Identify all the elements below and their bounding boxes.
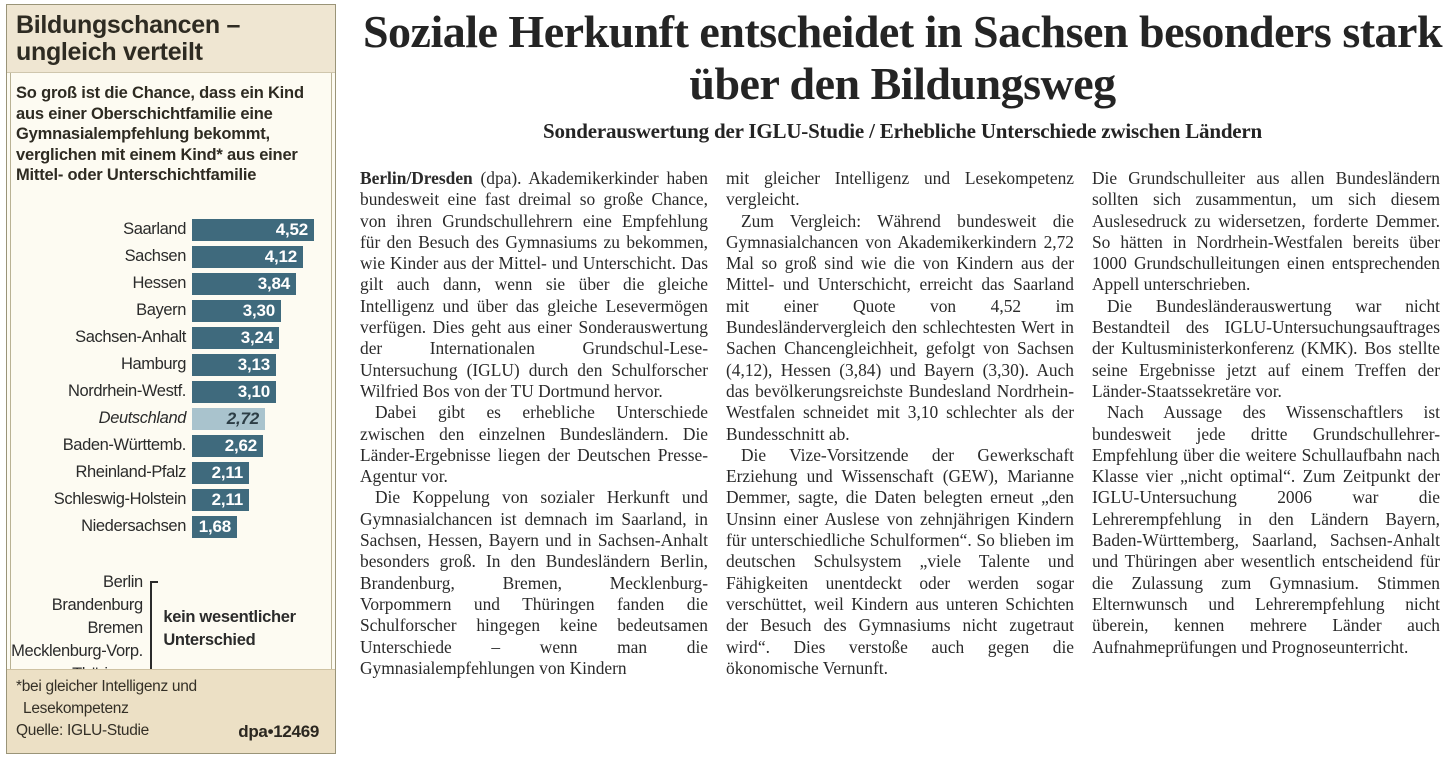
chart-row (7, 487, 335, 512)
group-member-name: Berlin (103, 573, 143, 591)
paragraph: Zum Vergleich: Während bundesweit die Gymnasialchancen von Akademikerkindern 2,72 Mal so groß sind wie die von Kindern aus der Mittel- und Unterschicht, erreicht das Saarland mit einer Quote von 4,52 im Bundesländervergleich den schlechtesten Wert in Sachen Chancengleichheit, gefolgt von Sachsen (4,12), Hessen (3,84) und Bayern (3,30). Auch das bevölkerungsreichste Bundesland Nordrhein-Westfalen schneidet mit 3,10 schlechter als der Bundesschnitt ab. (726, 210, 1074, 444)
chart-row-label: Sachsen-Anhalt (75, 328, 186, 346)
chart-row (7, 514, 335, 539)
paragraph: Die Bundesländerauswertung war nicht Bestandteil des IGLU-Untersuchungsauftrages der Kultusministerkonferenz (KMK). Bos stellte seine Ergebnisse jetzt auf einem Treffen der Länder-Staatssekretäre vor. (1092, 295, 1440, 401)
chart-row-label: Niedersachsen (81, 517, 186, 535)
chart-bar: 4,12 (192, 246, 303, 268)
chart-bar: 2,72 (192, 408, 265, 430)
article (355, 0, 1450, 758)
chart-row-label: Sachsen (124, 247, 186, 265)
group-member-name: Brandenburg (51, 596, 143, 614)
source-label: Quelle: IGLU-Studie (16, 722, 150, 739)
chart-row (7, 460, 335, 485)
chart-bar: 2,11 (192, 462, 249, 484)
article-deck: Sonderauswertung der IGLU-Studie / Erhebliche Unterschiede zwischen Ländern (542, 119, 1263, 143)
paragraph (360, 168, 708, 402)
group-member-name: Mecklenburg-Vorp. (11, 642, 143, 660)
paragraph-text: (dpa). Akademikerkinder haben bundesweit eine fast dreimal so große Chance, von ihren Grundschullehrern eine Empfehlung für den Besuch des Gymnasiums zu bekommen, wie Kinder aus der Mittel- und Unterschicht. Das gilt auch dann, wenn sie über die gleiche Intelligenz und über das gleiche Lesevermögen verfügen. Dies geht aus einer Sonderauswertung der Internationalen Grundschul-Lese-Untersuchung (IGLU) durch den Schulforscher Wilfried Bos von der TU Dortmund hervor. (360, 168, 708, 401)
chart-row (7, 244, 335, 269)
chart-row-label: Nordrhein-Westf. (67, 382, 186, 400)
chart-bar: 1,68 (192, 516, 237, 538)
chart-row-label: Saarland (123, 220, 186, 238)
chart-row (7, 217, 335, 242)
infographic-subtitle: So groß ist die Chance, dass ein Kind aus einer Oberschichtfamilie eine Gymnasialempfehlung bekommt, verglichen mit einem Kind* aus einer Mittel- oder Unterschichtfamilie (16, 84, 304, 184)
chart-row-label: Schleswig-Holstein (53, 490, 186, 508)
infographic-panel (6, 4, 336, 754)
brace-tick-top (150, 581, 158, 583)
chart-bar: 4,52 (192, 219, 314, 241)
chart-row-label: Rheinland-Pfalz (75, 463, 186, 481)
infographic-title-band (7, 5, 335, 73)
chart-row (7, 406, 335, 431)
footnote-line-2: Lesekompetenz (23, 700, 129, 717)
paragraph: Nach Aussage des Wissenschaftlers ist bundesweit jede dritte Grundschullehrer-Empfehlung über die weitere Schullaufbahn nach Klasse vier „nicht optimal“. Zum Zeitpunkt der IGLU-Untersuchung 2006 war die Lehrerempfehlung in den Ländern Bayern, Baden-Württemberg, Saarland, Sachsen-Anhalt und Thüringen aber wesentlich entscheidend für die Zulassung zum Gymnasium. Stimmen Elternwunsch und Lehrerempfehlung nicht überein, kennen mehrere Länder auch Aufnahmeprüfungen und Prognoseunterricht. (1092, 402, 1440, 657)
chart-row-label: Baden-Württemb. (62, 436, 186, 454)
chart-bar: 3,10 (192, 381, 276, 403)
chart-row-label: Deutschland (98, 409, 186, 427)
paragraph: Die Koppelung von sozialer Herkunft und Gymnasialchancen ist demnach im Saarland, in Sachsen, Hessen, Bayern und in Sachsen-Anhalt besonders groß. In den Bundesländern Berlin, Brandenburg, Bremen, Mecklenburg-Vorpommern und Thüringen fanden die Schulforscher hingegen keine bedeutsamen Unterschiede – wenn man die Gymnasialempfehlungen von Kindern (360, 487, 708, 678)
article-column-3 (1092, 168, 1440, 679)
chart-bar: 3,13 (192, 354, 276, 376)
paragraph: Die Vize-Vorsitzende der Gewerkschaft Erziehung und Wissenschaft (GEW), Marianne Demmer, sagte, die Daten belegten erneut „den Unsinn einer Auslese von zehnjährigen Kindern für unterschiedliche Schulformen“. So blieben im deutschen Schulsystem „viele Talente und Fähigkeiten unentdeckt oder werden sogar verschüttet, weil Kindern aus unteren Schichten der Besuch des Gymnasiums nicht zugetraut wird“. Dies verstoße auch gegen die ökonomische Vernunft. (726, 444, 1074, 678)
chart-row (7, 298, 335, 323)
group-member-name: Bremen (87, 619, 143, 637)
paragraph: Dabei gibt es erhebliche Unterschiede zwischen den einzelnen Bundesländern. Die Länder-Ergebnisse liegen der Deutschen Presse-Agentur vor. (360, 402, 708, 487)
chart-row (7, 325, 335, 350)
chart-bar: 2,62 (192, 435, 263, 457)
group-brace-icon (148, 581, 156, 676)
dateline: Berlin/Dresden (360, 168, 473, 188)
chart-bar: 3,24 (192, 327, 279, 349)
infographic-footer (7, 669, 335, 753)
article-headline: Soziale Herkunft entscheidet in Sachsen besonders stark über den Bildungsweg (362, 6, 1443, 109)
chart-row-label: Bayern (136, 301, 186, 319)
footnote-line-1: *bei gleicher Intelligenz und (16, 678, 197, 695)
bar-chart (7, 217, 335, 541)
chart-bar: 3,30 (192, 300, 281, 322)
paragraph: Die Grundschulleiter aus allen Bundesländern sollten sich zusammentun, um sich diesem Auslesedruck zu widersetzen, forderte Demmer. So hätten in Nordrhein-Westfalen bereits über 1000 Grundschulleitungen einen entsprechenden Appell unterschrieben. (1092, 168, 1440, 295)
article-column-2 (726, 168, 1074, 679)
article-columns (360, 168, 1450, 679)
article-column-1 (360, 168, 708, 679)
no-difference-note: kein wesentlicher Unterschied (163, 607, 296, 649)
dpa-credit: dpa•12469 (238, 722, 319, 741)
chart-bar: 3,84 (192, 273, 296, 295)
infographic-title: Bildungschancen – ungleich verteilt (16, 11, 241, 66)
chart-bar: 2,11 (192, 489, 249, 511)
paragraph: mit gleicher Intelligenz und Lesekompetenz vergleicht. (726, 168, 1074, 210)
chart-row (7, 379, 335, 404)
chart-row (7, 433, 335, 458)
chart-row-label: Hamburg (120, 355, 186, 373)
chart-row (7, 352, 335, 377)
chart-row-label: Hessen (132, 274, 186, 292)
chart-row (7, 271, 335, 296)
